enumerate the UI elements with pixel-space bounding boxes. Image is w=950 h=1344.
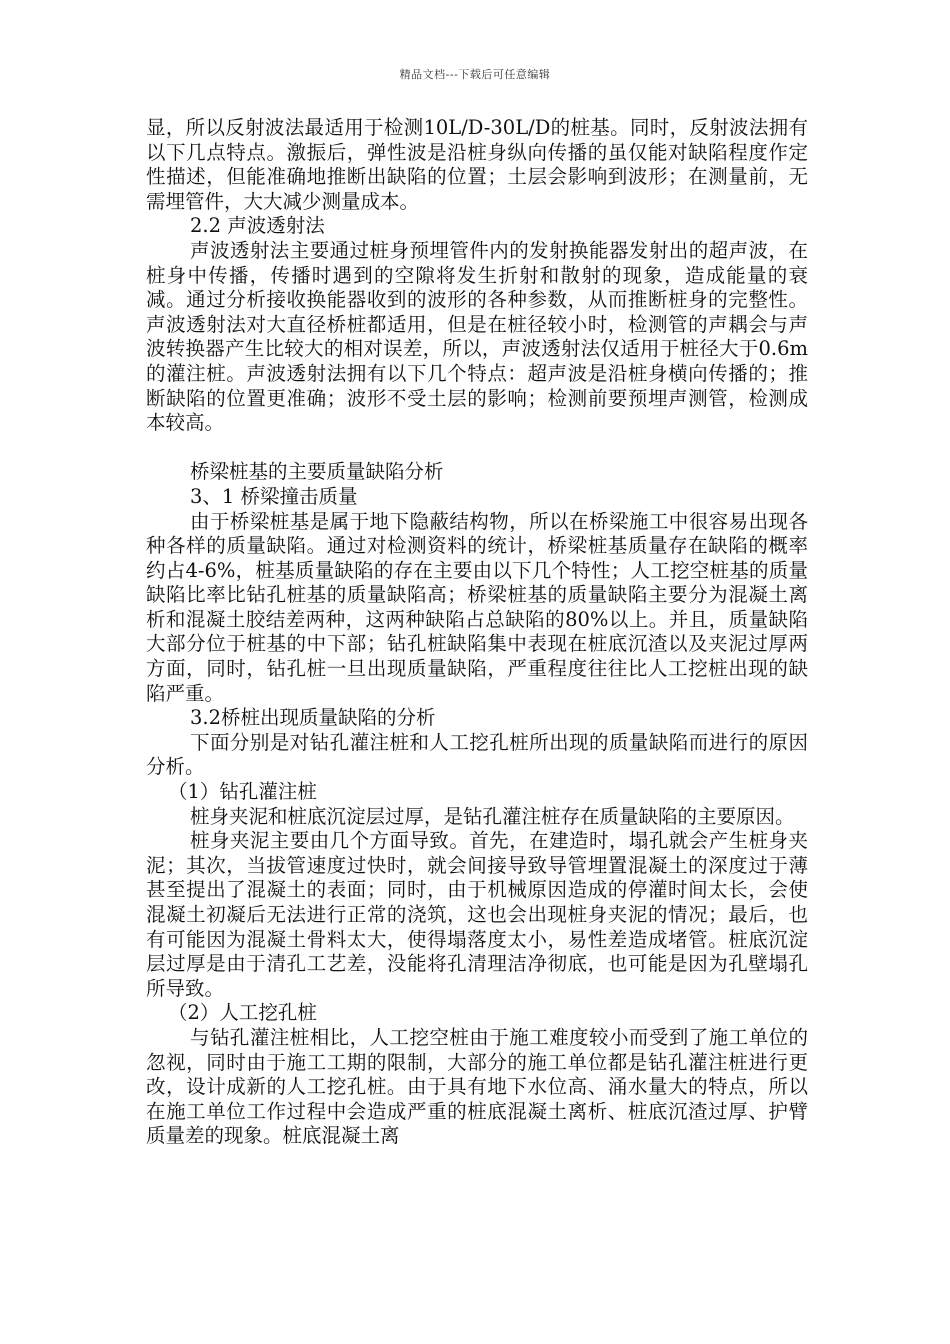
- section-heading-2-2: 2.2 声波透射法: [190, 214, 325, 238]
- subheading-manual-dug-pile: （2）人工挖孔桩: [168, 1001, 317, 1025]
- section-heading-3-2: 3.2桥桩出现质量缺陷的分析: [190, 706, 436, 730]
- paragraph-defect-statistics: 由于桥梁桩基是属于地下隐蔽结构物，所以在桥梁施工中很容易出现各种各样的质量缺陷。通过对检测资料的统计，桥梁桩基质量存在缺陷的概率约占4-6%，桩基质量缺陷的存在主要由以下几个特性；人工挖空桩基的质量缺陷比率比钻孔桩基的质量缺陷高；桥梁桩基的质量缺陷主要分为混凝土离析和混凝土胶结差两种，这两种缺陷占总缺陷的80%以上。并且，质量缺陷大部分位于桩基的中下部；钻孔桩缺陷集中表现在桩底沉渣以及夹泥过厚两方面，同时，钻孔桩一旦出现质量缺陷，严重程度往往比人工挖桩出现的缺陷严重。: [146, 509, 808, 705]
- page-header: 精品文档---下载后可任意编辑: [399, 68, 551, 81]
- paragraph-acoustic-transmission: 声波透射法主要通过桩身预埋管件内的发射换能器发射出的超声波，在桩身中传播，传播时遇到的空隙将发生折射和散射的现象，造成能量的衰减。通过分析接收换能器收到的波形的各种参数，从而推断桩身的完整性。声波透射法对大直径桥桩都适用，但是在桩径较小时，检测管的声耦会与声波转换器产生比较大的相对误差，所以，声波透射法仅适用于桩径大于0.6m的灌注桩。声波透射法拥有以下几个特点：超声波是沿桩身横向传播的；推断缺陷的位置更准确；波形不受土层的影响；检测前要预埋声测管，检测成本较高。: [146, 238, 808, 435]
- paragraph-bored-pile-main-causes: 桩身夹泥和桩底沉淀层过厚，是钻孔灌注桩存在质量缺陷的主要原因。: [190, 804, 795, 828]
- section-heading-3-1: 3、1 桥梁撞击质量: [190, 484, 358, 508]
- subheading-bored-pile: （1）钻孔灌注桩: [168, 780, 317, 804]
- paragraph-mud-inclusion-causes: 桩身夹泥主要由几个方面导致。首先，在建造时，塌孔就会产生桩身夹泥；其次，当拔管速度过快时，就会间接导致导管埋置混凝土的深度过于薄甚至提出了混凝土的表面；同时，由于机械原因造成的停灌时间太长，会使混凝土初凝后无法进行正常的浇筑，这也会出现桩身夹泥的情况；最后，也有可能因为混凝土骨料太大，使得塌落度太小，易性差造成堵管。桩底沉淀层过厚是由于清孔工艺差，没能将孔清理洁净彻底，也可能是因为孔壁塌孔所导致。: [146, 829, 808, 1000]
- paragraph-reflection-wave-features: 显，所以反射波法最适用于检测10L/D-30L/D的桩基。同时，反射波法拥有以下几点特点。激振后，弹性波是沿桩身纵向传播的虽仅能对缺陷程度作定性描述，但能准确地推断出缺陷的位置；土层会影响到波形；在测量前，无需埋管件，大大减少测量成本。: [146, 116, 808, 213]
- paragraph-cause-analysis-intro: 下面分别是对钻孔灌注桩和人工挖孔桩所出现的质量缺陷而进行的原因分析。: [146, 730, 808, 779]
- section-heading-3: 桥梁桩基的主要质量缺陷分析: [190, 460, 444, 484]
- paragraph-manual-dug-pile: 与钻孔灌注桩相比，人工挖空桩由于施工难度较小而受到了施工单位的忽视，同时由于施工工期的限制，大部分的施工单位都是钻孔灌注桩进行更改，设计成新的人工挖孔桩。由于具有地下水位高、涌水量大的特点，所以在施工单位工作过程中会造成严重的桩底混凝土离析、桩底沉渣过厚、护臂质量差的现象。桩底混凝土离: [146, 1025, 808, 1148]
- document-body: [146, 116, 808, 1149]
